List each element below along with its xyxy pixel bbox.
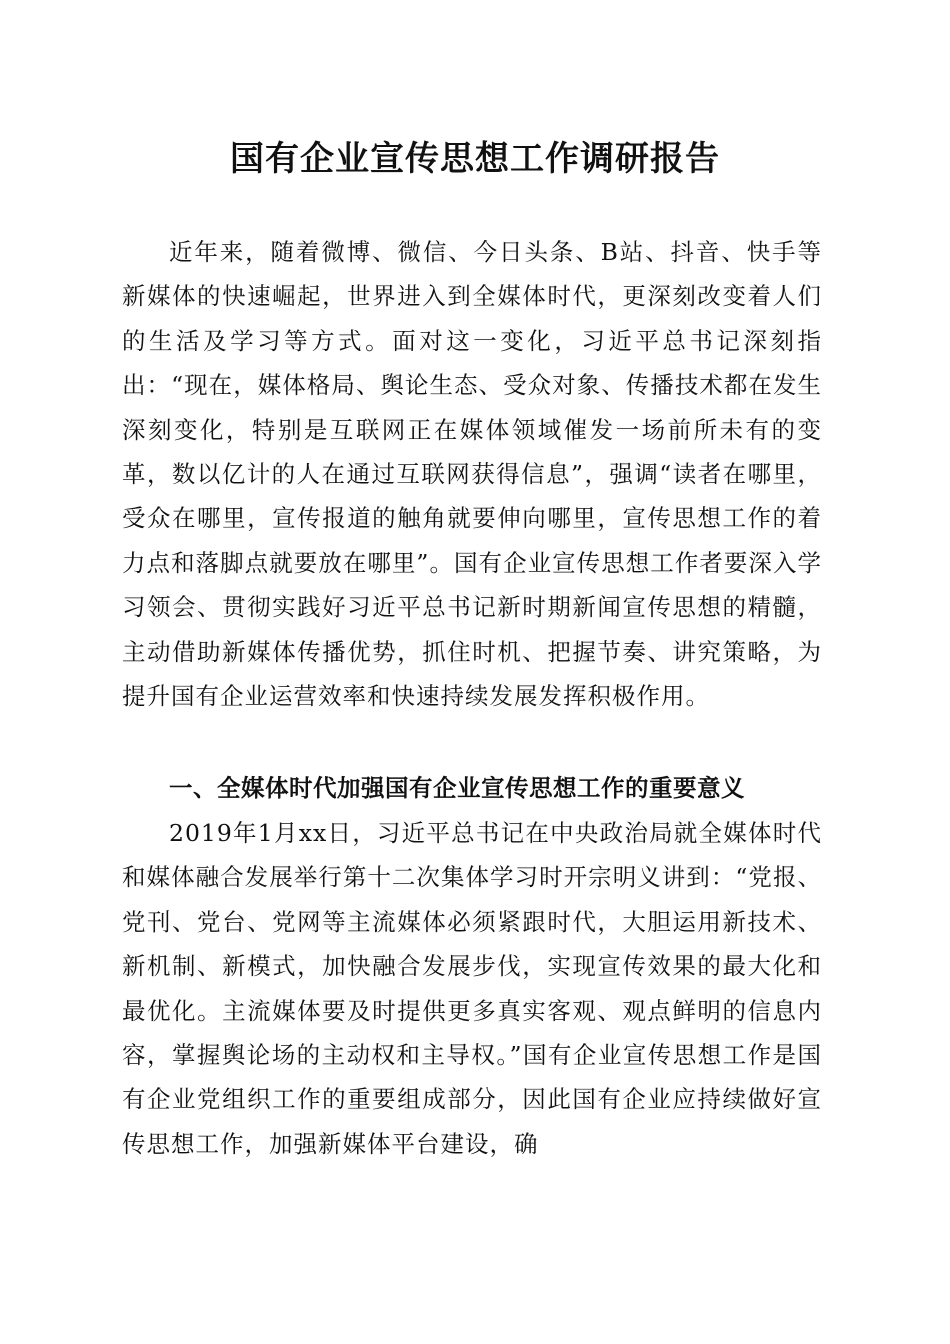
document-title: 国有企业宣传思想工作调研报告 bbox=[230, 139, 720, 179]
section-1-heading: 一、全媒体时代加强国有企业宣传思想工作的重要意义 bbox=[169, 774, 745, 802]
intro-paragraph: 近年来，随着微博、微信、今日头条、B站、抖音、快手等新媒体的快速崛起，世界进入到全媒体时代，更深刻改变着人们的生活及学习等方式。面对这一变化，习近平总书记深刻指出：“现在，媒体格局、舆论生态、受众对象、传播技术都在发生深刻变化，特别是互联网正在媒体领域催发一场前所未有的变革，数以亿计的人在通过互联网获得信息”，强调“读者在哪里，受众在哪里，宣传报道的触角就要伸向哪里，宣传思想工作的着力点和落脚点就要放在哪里”。国有企业宣传思想工作者要深入学习领会、贯彻实践好习近平总书记新时期新闻宣传思想的精髓，主动借助新媒体传播优势，抓住时机、把握节奏、讲究策略，为提升国有企业运营效率和快速持续发展发挥积极作用。 bbox=[122, 238, 822, 711]
section-1-paragraph: 2019年1月xx日，习近平总书记在中央政治局就全媒体时代和媒体融合发展举行第十二次集体学习时开宗明义讲到：“党报、党刊、党台、党网等主流媒体必须紧跟时代，大胆运用新技术、新机制、新模式，加快融合发展步伐，实现宣传效果的最大化和最优化。主流媒体要及时提供更多真实客观、观点鲜明的信息内容，掌握舆论场的主动权和主导权。”国有企业宣传思想工作是国有企业党组织工作的重要组成部分，因此国有企业应持续做好宣传思想工作，加强新媒体平台建设，确 bbox=[122, 819, 822, 1158]
